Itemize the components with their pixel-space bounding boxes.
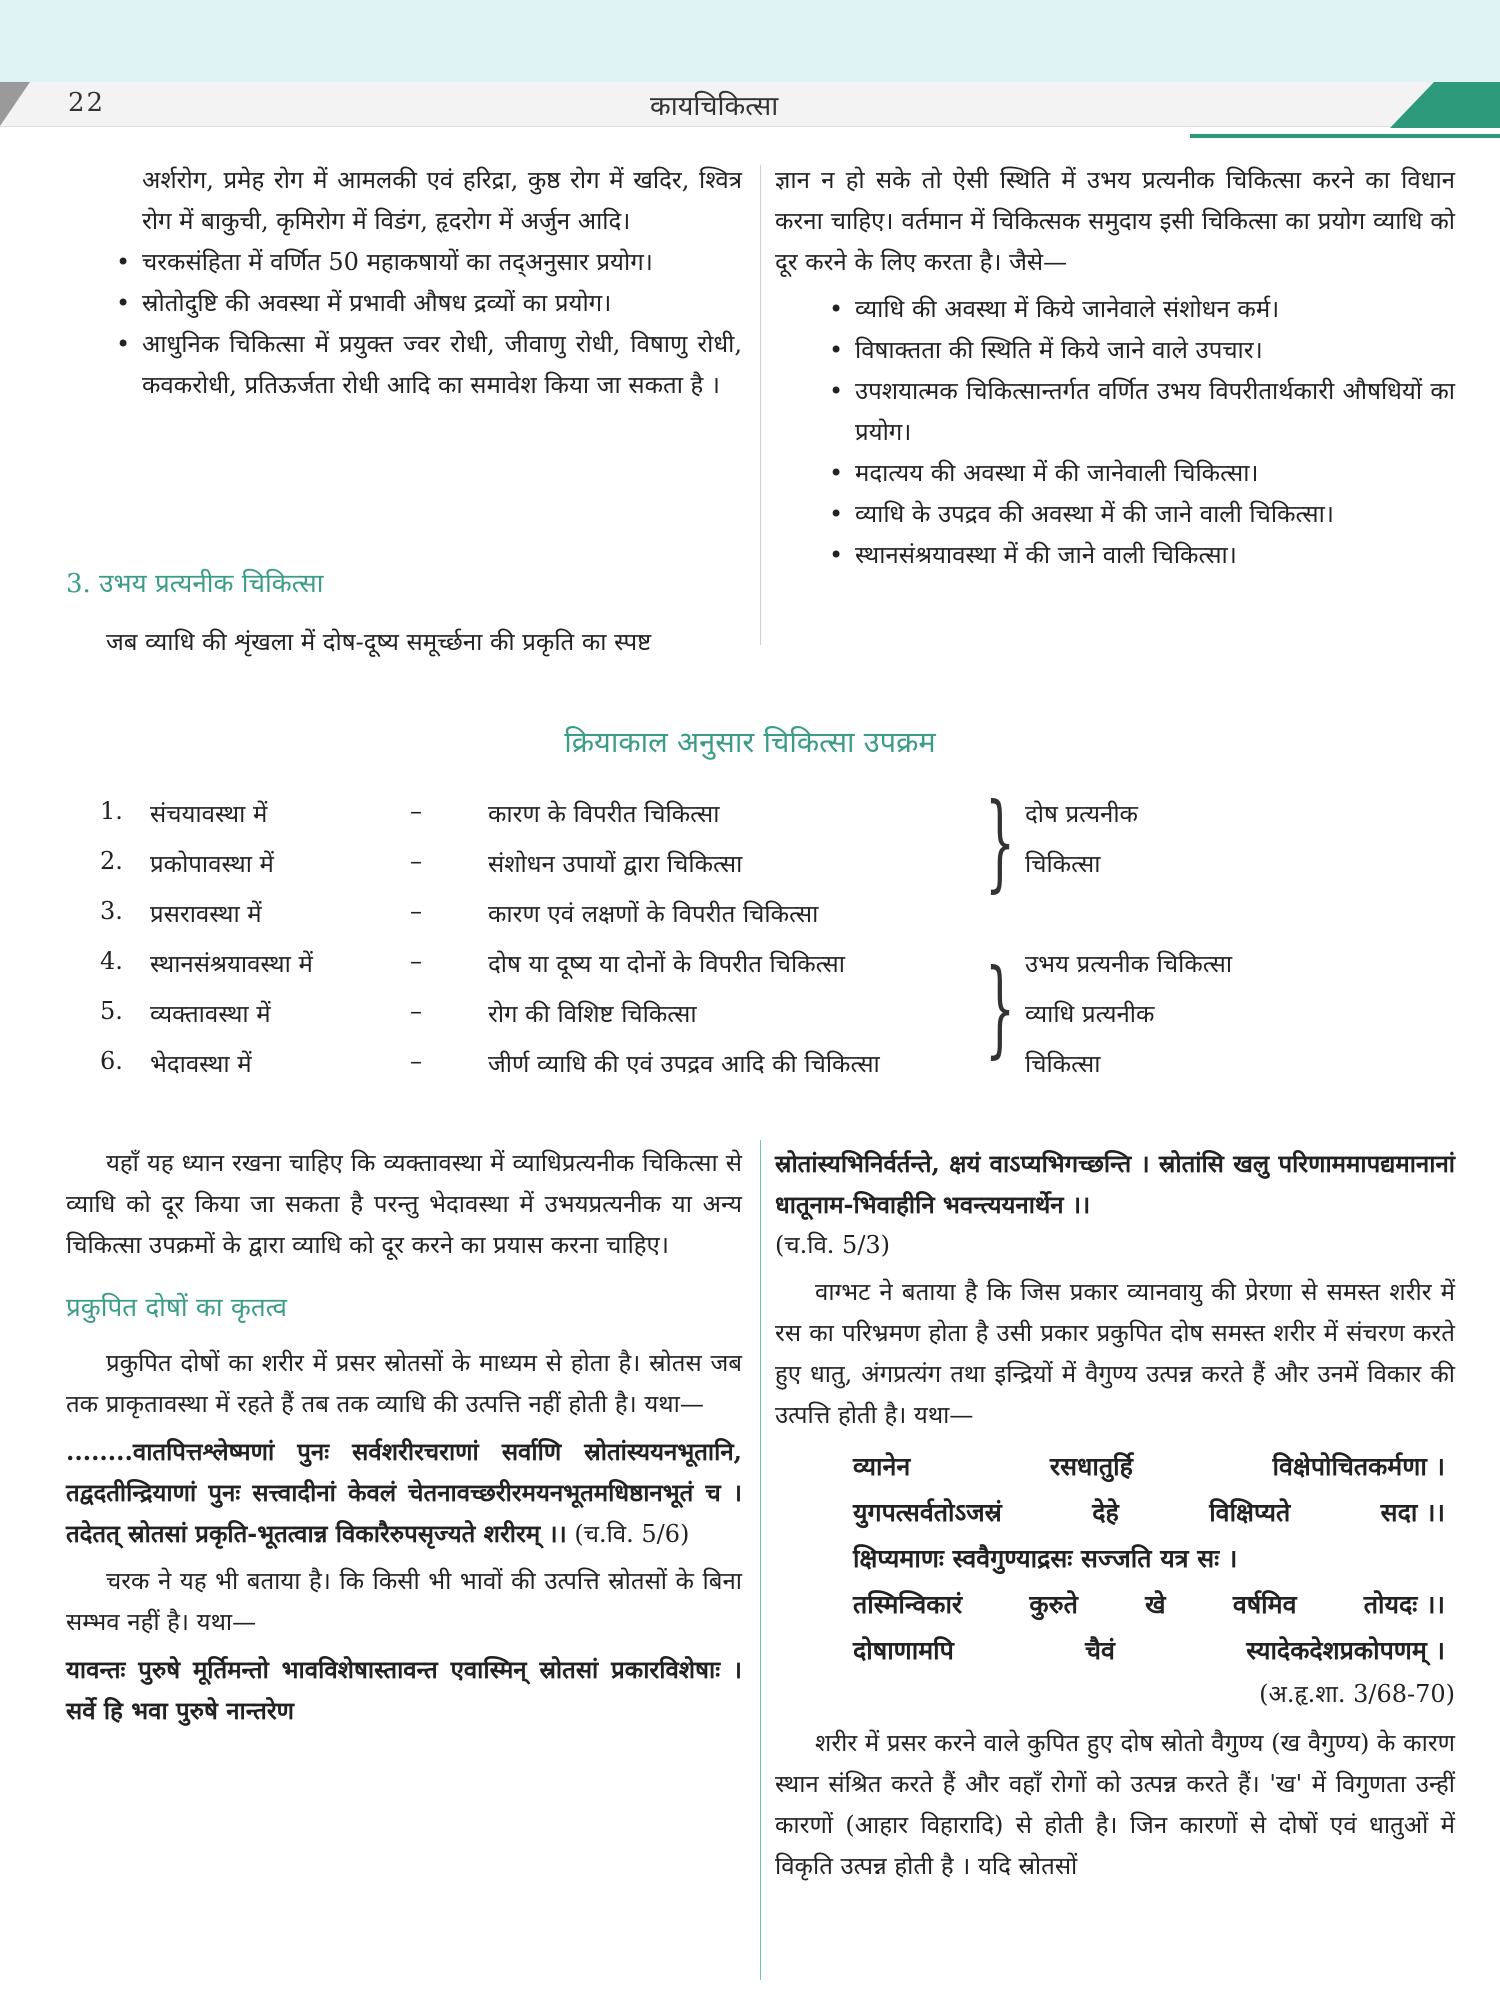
row-stage: प्रकोपावस्था में — [150, 850, 274, 878]
verse-word: स्यादेकदेशप्रकोपणम् । — [1246, 1636, 1445, 1665]
row-treatment: कारण एवं लक्षणों के विपरीत चिकित्सा — [488, 900, 819, 928]
row-stage: प्रसरावस्था में — [150, 900, 262, 928]
row-treatment: जीर्ण व्याधि की एवं उपद्रव आदि की चिकित्सा — [488, 1050, 880, 1078]
verse-continuation: स्रोतांस्यभिनिर्वर्तन्ते, क्षयं वाऽप्यभिगच्छन्ति । स्रोतांसि खलु परिणाममापद्यमानानां धातूनाम-भिवाहीनि भवन्त्ययनार्थेन ।। — [775, 1149, 1455, 1219]
left-bullet-list — [112, 242, 742, 406]
section-heading-ubhaya: 3. उभय प्रत्यनीक चिकित्सा — [66, 569, 324, 599]
list-item: • स्रोतोदुष्टि की अवस्था में प्रभावी औषध द्रव्यों का प्रयोग। — [112, 283, 742, 324]
left-top-column — [112, 160, 742, 406]
right-bottom-column — [775, 1143, 1455, 1887]
charaka-verse-1 — [66, 1431, 742, 1555]
row-treatment: संशोधन उपायों द्वारा चिकित्सा — [488, 850, 743, 878]
charaka-verse-2: यावन्तः पुरुषे मूर्तिमन्तो भावविशेषास्तावन्त एवास्मिन् स्रोतसां प्रकारविशेषाः । सर्वे हि भवा पुरुषे नान्तरेण — [66, 1655, 742, 1725]
section-heading-prakupita: प्रकुपित दोषों का कृतत्व — [66, 1293, 288, 1323]
kriyakala-title: क्रियाकाल अनुसार चिकित्सा उपक्रम — [564, 725, 936, 759]
right-bullet-list — [825, 289, 1455, 576]
verse-line — [853, 1444, 1445, 1490]
verse-word: चैवं — [1085, 1636, 1115, 1665]
ubhaya-paragraph: जब व्याधि की शृंखला में दोष-दूष्य समूर्च्छना की प्रकृति का स्पष्ट — [106, 628, 652, 656]
list-item: • स्थानसंश्रयावस्था में की जाने वाली चिकित्सा। — [825, 535, 1455, 576]
right-paragraph: ज्ञान न हो सके तो ऐसी स्थिति में उभय प्रत्यनीक चिकित्सा करने का विधान करना चाहिए। वर्तमान में चिकित्सक समुदाय इसी चिकित्सा का प्रयोग व्याधि को दूर करने के लिए करता है। जैसे— — [775, 166, 1455, 276]
verse-line — [853, 1628, 1445, 1674]
row-treatment: कारण के विपरीत चिकित्सा — [488, 800, 720, 828]
verse-line — [853, 1490, 1445, 1536]
group-label: चिकित्सा — [1025, 850, 1101, 878]
list-item: • आधुनिक चिकित्सा में प्रयुक्त ज्वर रोधी, जीवाणु रोधी, विषाणु रोधी, कवकरोधी, प्रतिऊर्जता रोधी आदि का समावेश किया जा सकता है । — [112, 324, 742, 406]
row-treatment: दोष या दूष्य या दोनों के विपरीत चिकित्सा — [488, 950, 845, 978]
verse-word: तस्मिन्विकारं — [853, 1590, 963, 1619]
left-top-paragraph — [66, 622, 742, 663]
row-number: 6. — [100, 1047, 123, 1075]
row-stage: व्यक्तावस्था में — [150, 1000, 271, 1028]
row-dash: – — [410, 947, 422, 975]
list-item: • विषाक्तता की स्थिति में किये जाने वाले उपचार। — [825, 330, 1455, 371]
note-paragraph: यहाँ यह ध्यान रखना चाहिए कि व्यक्तावस्था में व्याधिप्रत्यनीक चिकित्सा से व्याधि को दूर किया जा सकता है परन्तु भेदावस्था में उभयप्रत्यनीक या अन्य चिकित्सा उपक्रमों के द्वारा व्याधि को दूर करने का प्रयास करना चाहिए। — [66, 1149, 742, 1259]
vagbhata-paragraph: वाग्भट ने बताया है कि जिस प्रकार व्यानवायु की प्रेरणा से समस्त शरीर में रस का परिभ्रमण होता है उसी प्रकार प्रकुपित दोष समस्त शरीर में संचरण करते हुए धातु, अंगप्रत्यंग तथा इन्द्रियों में वैगुण्य उत्पन्न करते हैं और उनमें विकार की उत्पत्ति होती है। यथा— — [775, 1278, 1455, 1429]
verse-text: ........वातपित्तश्लेष्मणां पुनः सर्वशरीरचराणां सर्वाणि स्रोतांस्ययनभूतानि, तद्वदतीन्द्रियाणां पुनः सत्त्वादीनां केवलं चेतनावच्छरीरमयनभूतमधिष्ठानभूतं च । तदेतत् स्रोतसां प्रकृति-भूतत्वान्न विकारैरुपसृज्यते शरीरम् ।। — [66, 1437, 742, 1548]
row-dash: – — [410, 997, 422, 1025]
list-item: • व्याधि के उपद्रव की अवस्था में की जाने वाली चिकित्सा। — [825, 494, 1455, 535]
verse-word: तोयदः ।। — [1363, 1590, 1445, 1619]
verse-word: विक्षिप्यते — [1209, 1498, 1291, 1527]
brace-group-2: } — [985, 947, 1016, 1069]
continuation-paragraph: अर्शरोग, प्रमेह रोग में आमलकी एवं हरिद्रा, कुष्ठ रोग में खदिर, श्वित्र रोग में बाकुची, कृमिरोग में विडंग, हृदरोग में अर्जुन आदि। — [142, 166, 742, 235]
left-bottom-column — [66, 1143, 742, 1731]
verse-word: क्षिप्यमाणः स्ववैगुण्याद्रसः सज्जति यत्र सः । — [853, 1544, 1238, 1573]
verse-word: युगपत्सर्वतोऽजस्रं — [853, 1498, 1002, 1527]
row-dash: – — [410, 847, 422, 875]
row-number: 2. — [100, 847, 123, 875]
verse-word: व्यानेन — [853, 1452, 911, 1481]
verse-line — [853, 1536, 1445, 1582]
page-top-background — [0, 0, 1500, 82]
verse-line — [853, 1582, 1445, 1628]
verse-word: सदा ।। — [1380, 1498, 1445, 1527]
right-top-column — [775, 160, 1455, 576]
list-item: • चरकसंहिता में वर्णित 50 महाकषायों का तद्अनुसार प्रयोग। — [112, 242, 742, 283]
column-divider-bottom — [760, 1140, 761, 1980]
brace-group-1: } — [985, 781, 1016, 903]
row-stage: संचयावस्था में — [150, 800, 268, 828]
page-number: 22 — [68, 88, 106, 118]
group-label: चिकित्सा — [1025, 1050, 1101, 1078]
verse-reference: (अ.हृ.शा. 3/68-70) — [1259, 1680, 1455, 1708]
row-number: 4. — [100, 947, 123, 975]
verse-reference: (च.वि. 5/6) — [566, 1520, 690, 1548]
row-dash: – — [410, 897, 422, 925]
verse-word: रसधातुर्हि — [1049, 1452, 1133, 1481]
list-item: • व्याधि की अवस्था में किये जानेवाले संशोधन कर्म। — [825, 289, 1455, 330]
row-dash: – — [410, 1047, 422, 1075]
row-number: 3. — [100, 897, 123, 925]
row-number: 5. — [100, 997, 123, 1025]
charaka-paragraph: चरक ने यह भी बताया है। कि किसी भी भावों की उत्पत्ति स्रोतसों के बिना सम्भव नहीं है। यथा— — [66, 1567, 742, 1636]
vagbhata-verse — [775, 1444, 1455, 1674]
verse-word: दोषाणामपि — [853, 1636, 954, 1665]
verse-word: कुरुते — [1029, 1590, 1078, 1619]
verse-reference: (च.वि. 5/3) — [775, 1231, 891, 1259]
group-label: व्याधि प्रत्यनीक — [1025, 1000, 1155, 1028]
row-stage: भेदावस्था में — [150, 1050, 252, 1078]
verse-word: विक्षेपोचितकर्मणा । — [1272, 1452, 1445, 1481]
row-dash: – — [410, 797, 422, 825]
column-divider-top — [760, 165, 761, 645]
row-treatment: रोग की विशिष्ट चिकित्सा — [488, 1000, 697, 1028]
row-number: 1. — [100, 797, 123, 825]
verse-word: वर्षमिव — [1232, 1590, 1297, 1619]
verse-word: खे — [1145, 1590, 1166, 1619]
running-title: कायचिकित्सा — [650, 91, 779, 122]
group-label: उभय प्रत्यनीक चिकित्सा — [1025, 950, 1233, 978]
header-rule — [1190, 134, 1500, 138]
list-item: • उपशयात्मक चिकित्सान्तर्गत वर्णित उभय विपरीतार्थकारी औषधियों का प्रयोग। — [825, 371, 1455, 453]
prakupita-paragraph: प्रकुपित दोषों का शरीर में प्रसर स्रोतसों के माध्यम से होता है। स्रोतस जब तक प्राकृतावस्था में रहते हैं तब तक व्याधि की उत्पत्ति नहीं होती है। यथा— — [66, 1349, 742, 1418]
list-item: • मदात्यय की अवस्था में की जानेवाली चिकित्सा। — [825, 453, 1455, 494]
verse-word: देहे — [1092, 1498, 1119, 1527]
row-stage: स्थानसंश्रयावस्था में — [150, 950, 313, 978]
prasara-paragraph: शरीर में प्रसर करने वाले कुपित हुए दोष स्रोतो वैगुण्य (ख वैगुण्य) के कारण स्थान संश्रित करते हैं और वहाँ रोगों को उत्पन्न करते हैं। 'ख' में विगुणता उन्हीं कारणों (आहार विहारादि) से होती है। जिन कारणों से दोषों एवं धातुओं में विकृति उत्पन्न होती है । यदि स्रोतसों — [775, 1729, 1455, 1880]
group-label: दोष प्रत्यनीक — [1025, 800, 1138, 828]
